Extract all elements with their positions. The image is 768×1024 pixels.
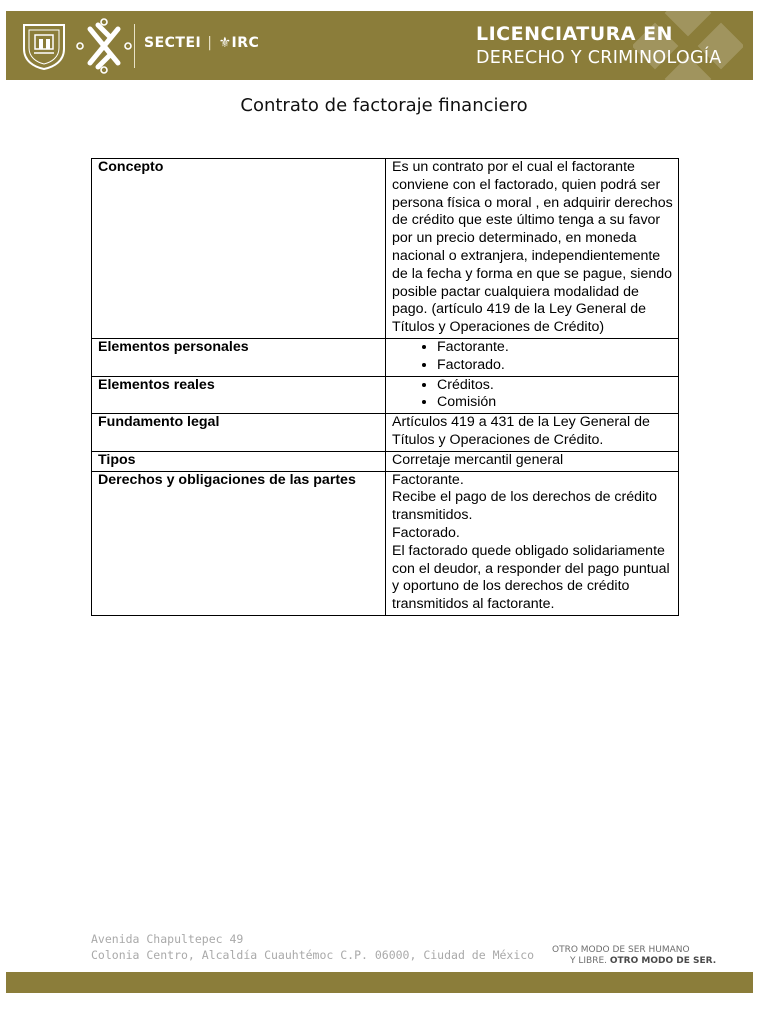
row-label: Elementos reales [92,376,386,414]
document-header [6,11,753,80]
table-row [92,414,679,452]
knot-watermark-icon [633,11,743,80]
text-line: Factorado. [392,524,460,541]
program-title-line1: LICENCIATURA EN [476,23,673,45]
footer-slogan [552,945,716,967]
table-row [92,471,679,615]
contract-table [91,158,679,616]
table-row [92,376,679,414]
row-label: Tipos [92,451,386,471]
row-label: Elementos personales [92,338,386,376]
row-label: Derechos y obligaciones de las partes [92,471,386,615]
row-value [386,376,679,414]
row-label: Fundamento legal [92,414,386,452]
row-value [386,338,679,376]
table-row [92,451,679,471]
org-separator: | [207,35,213,51]
footer-bar [6,972,753,993]
row-value: Artículos 419 a 431 de la Ley General de Títulos y Operaciones de Crédito. [386,414,679,452]
header-divider [134,24,135,68]
row-value: Corretaje mercantil general [386,451,679,471]
text-line: El factorado quede obligado solidariamente con el deudor, a responder del pago puntual y oportuno de los derechos de crédito transmitidos al factorante. [392,542,670,613]
org-sectei: SECTEI [144,35,202,51]
list-item: • Comisión [437,394,674,412]
program-title-line2: DERECHO Y CRIMINOLOGÍA [476,48,722,68]
slogan-line [552,956,716,967]
row-label: Concepto [92,159,386,339]
slogan-part-bold: OTRO MODO DE SER. [609,956,717,966]
table-row [92,338,679,376]
footer-address [91,931,534,963]
text-line: Recibe el pago de los derechos de crédito transmitidos. [392,489,658,524]
org-irc: IRC [231,35,260,51]
address-line: Colonia Centro, Alcaldía Cuauhtémoc C.P. 06000, Ciudad de México [91,948,535,962]
cdmx-knot-logo-icon [76,17,132,75]
table-row [92,159,679,339]
bullet-list [392,339,674,375]
text-line: Factorante. [392,471,464,488]
org-name [144,35,259,51]
document-title: Contrato de factoraje financiero [240,95,528,116]
list-item: • Factorado. [437,357,674,375]
list-item: • Factorante. [437,339,674,357]
slogan-part: Y LIBRE. [570,956,608,966]
irc-icon: ⚜ [218,35,232,51]
row-value: Es un contrato por el cual el factorante conviene con el factorado, quien podrá ser persona física o moral , en adquirir derechos de crédito que este último tenga a su favor por un precio determinado, en moneda nacional o extranjera, independientemente de la fecha y forma en que se pague, siendo posible pactar cualquiera modalidad de pago. (artículo 419 de la Ley General de Títulos y Operaciones de Crédito) [386,159,679,339]
city-crest-icon [20,21,68,71]
row-value [386,471,679,615]
address-line: Avenida Chapultepec 49 [91,932,244,946]
bullet-list [392,377,674,413]
slogan-line: OTRO MODO DE SER HUMANO [552,945,690,955]
list-item: • Créditos. [437,377,674,395]
